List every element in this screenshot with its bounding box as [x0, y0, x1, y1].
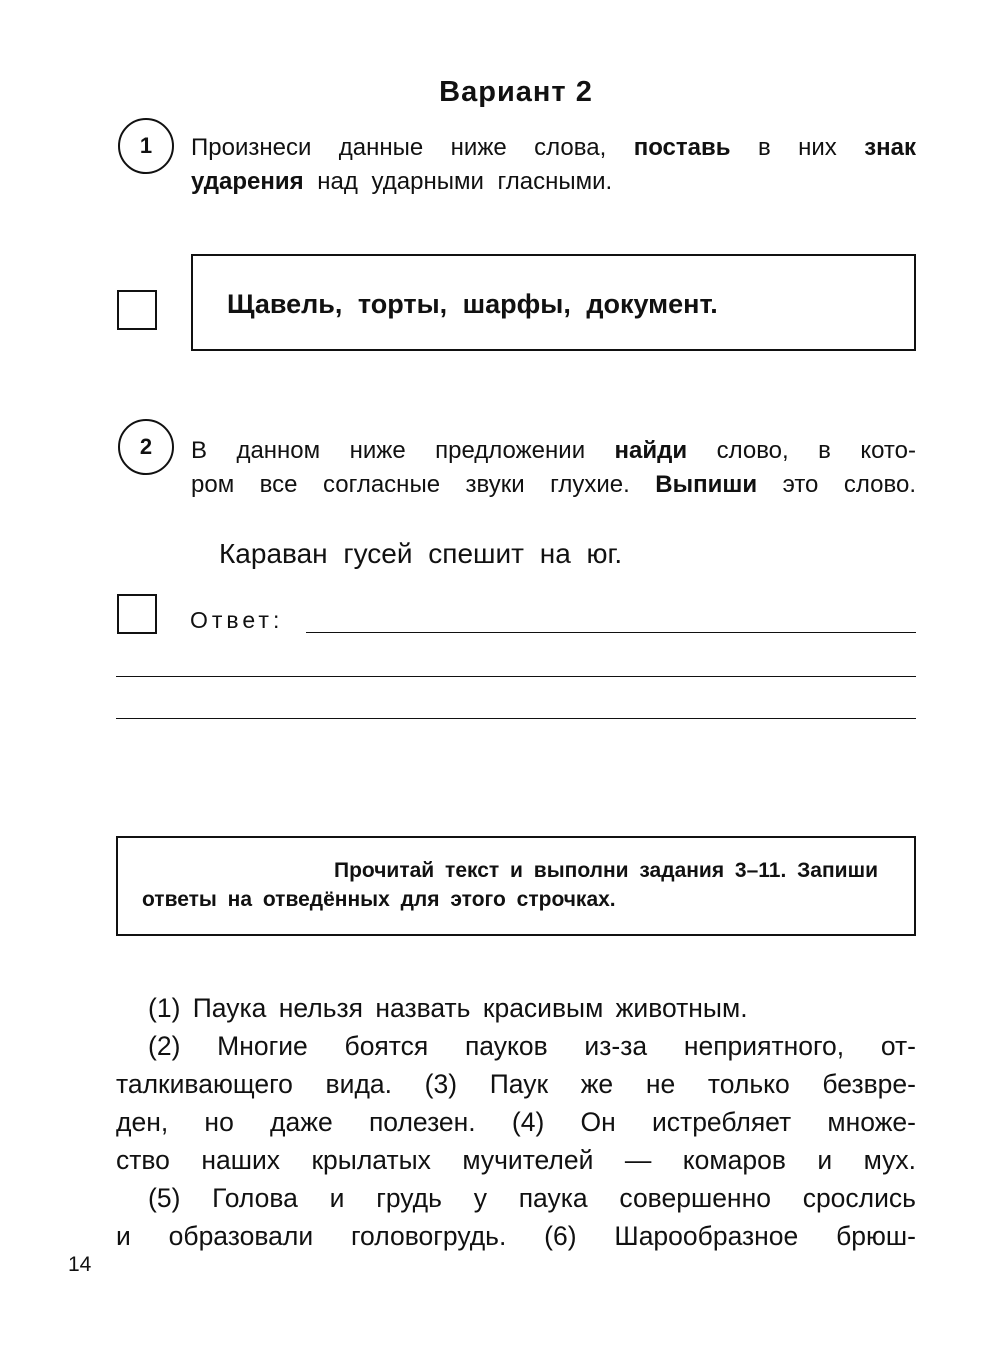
- task-1-words: Щавель, торты, шарфы, документ.: [227, 289, 718, 319]
- reading-line: ство наших крылатых мучителей — комаров и мух.: [116, 1145, 916, 1175]
- task-number-2: 2: [118, 419, 174, 475]
- reading-line: и образовали головогрудь. (6) Шарообразное брюш-: [116, 1221, 916, 1251]
- reading-line: (2) Многие боятся пауков из-за неприятного, от-: [148, 1031, 916, 1061]
- reading-passage: [116, 989, 916, 1255]
- answer-line-3[interactable]: [116, 718, 916, 719]
- reading-line: ден, но даже полезен. (4) Он истребляет множе-: [116, 1107, 916, 1137]
- answer-label: Ответ:: [190, 607, 284, 633]
- task-1-score-box[interactable]: [117, 290, 157, 330]
- instruction-text: [142, 856, 878, 914]
- answer-line-1[interactable]: [306, 632, 916, 633]
- task-1-text: [191, 131, 916, 199]
- reading-line: (5) Голова и грудь у паука совершенно срослись: [148, 1183, 916, 1213]
- instruction-line-1: Прочитай текст и выполни задания 3–11. Запиши: [334, 859, 878, 882]
- page-number: 14: [68, 1253, 92, 1276]
- instruction-box: [116, 836, 916, 936]
- reading-line: (1) Паука нельзя назвать красивым животным.: [148, 993, 748, 1023]
- task-1-line-1: Произнеси данные ниже слова, поставь в них знак: [191, 134, 917, 161]
- task-2-sentence: Караван гусей спешит на юг.: [219, 538, 623, 569]
- task-number-1: 1: [118, 118, 174, 174]
- task-1-line-2: ударения над ударными гласными.: [191, 168, 613, 195]
- task-2-line-1: В данном ниже предложении найди слово, в кото-: [191, 437, 916, 464]
- task-2-text: [191, 434, 916, 502]
- task-2-score-box[interactable]: [117, 594, 157, 634]
- answer-line-2[interactable]: [116, 676, 916, 677]
- instruction-line-2: ответы на отведённых для этого строчках.: [142, 888, 616, 911]
- page-title: Вариант 2: [439, 76, 593, 108]
- task-1-words-box: [191, 254, 916, 351]
- reading-line: талкивающего вида. (3) Паук же не только безвре-: [116, 1069, 916, 1099]
- task-2-line-2: ром все согласные звуки глухие. Выпиши это слово.: [191, 471, 916, 498]
